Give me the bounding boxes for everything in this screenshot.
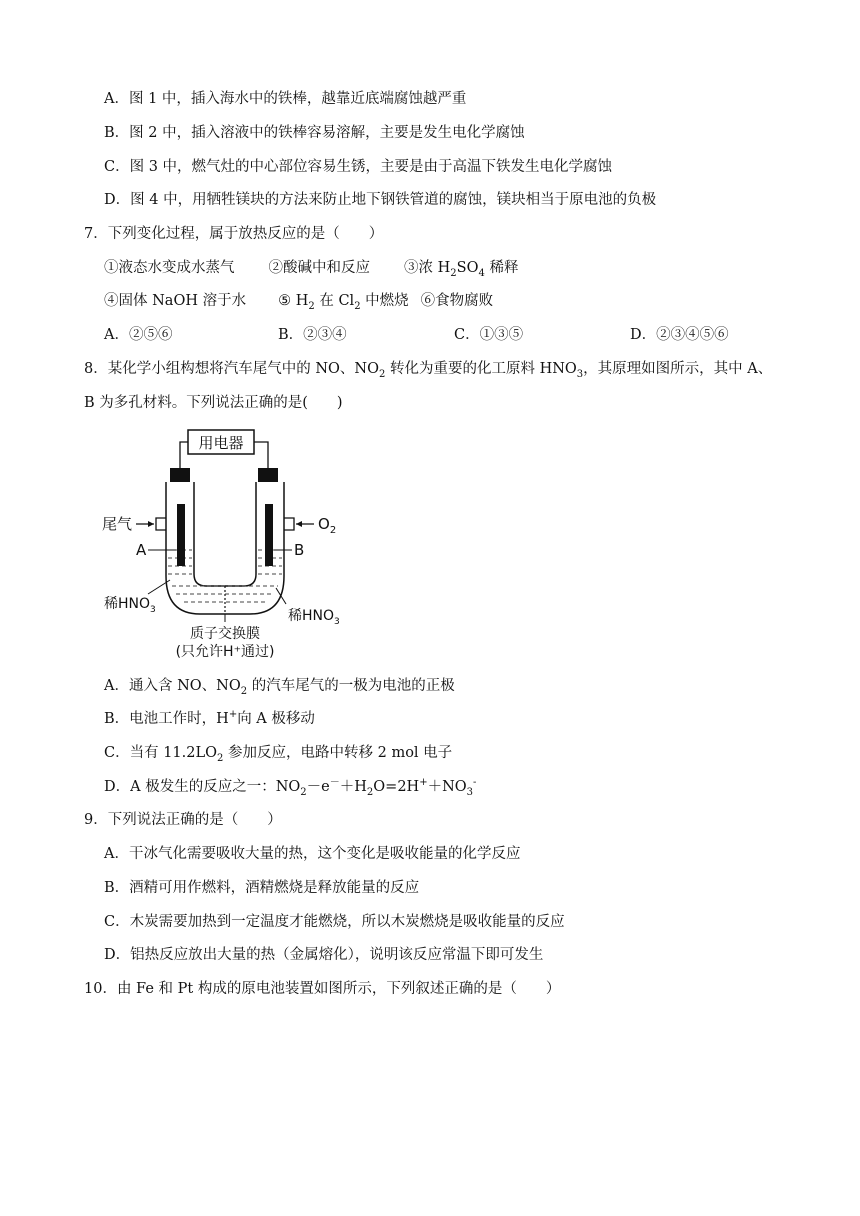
electrode-b-rod [265, 504, 273, 566]
q8-option-a: A．通入含 NO、$NO_2$ 的汽车尾气的一极为电池的正极 [104, 678, 455, 697]
inlet-right [284, 518, 294, 530]
q7-choice-a: A．②⑤⑥ [104, 327, 173, 343]
q7-choice-d: D．②③④⑤⑥ [630, 327, 729, 343]
q9-option-d: D．铝热反应放出大量的热（金属熔化），说明该反应常温下即可发生 [104, 947, 544, 963]
o2-label: $O_2$ [318, 515, 337, 536]
stopper-left [170, 468, 190, 482]
u-tube-inner [194, 482, 256, 586]
acid-left-label: 稀$HNO_3$ [104, 596, 156, 615]
q9-option-a: A．干冰气化需要吸收大量的热，这个变化是吸收能量的化学反应 [104, 846, 521, 862]
wire-right [254, 442, 268, 468]
q7-item-5: ⑤ $H_2$ 在 $Cl_2$ 中燃烧 [278, 293, 409, 312]
q7-choice-b: B．②③④ [278, 327, 347, 343]
q9-option-c: C．木炭需要加热到一定温度才能燃烧，所以木炭燃烧是吸收能量的反应 [104, 914, 565, 930]
exhaust-label: 尾气 [102, 515, 133, 533]
q8-option-b: B．电池工作时，H+向 A 极移动 [104, 709, 315, 727]
q7-stem: 7．下列变化过程，属于放热反应的是（ ） [84, 226, 384, 242]
acid-right-label: 稀$HNO_3$ [288, 608, 340, 627]
q8-option-c: C．当有 $11.2LO_2$ 参加反应，电路中转移 2 mol 电子 [104, 745, 453, 764]
fuel-cell-apparatus-figure [100, 426, 360, 662]
q8-stem-line-2: B 为多孔材料。下列说法正确的是( ) [84, 395, 343, 411]
q7-item-6: ⑥食物腐败 [420, 293, 494, 309]
q7-choice-c: C．①③⑤ [454, 327, 524, 343]
q10-stem: 10．由 Fe 和 Pt 构成的原电池装置如图所示，下列叙述正确的是（ ） [84, 981, 561, 997]
inlet-left [156, 518, 166, 530]
q9-stem: 9．下列说法正确的是（ ） [84, 812, 282, 828]
q7-items-row-1 [104, 258, 518, 278]
q6-option-b: B．图 2 中，插入溶液中的铁棒容易溶解，主要是发生电化学腐蚀 [104, 125, 525, 141]
q6-option-a: A．图 1 中，插入海水中的铁棒，越靠近底端腐蚀越严重 [104, 91, 467, 107]
q6-option-d: D．图 4 中，用牺牲镁块的方法来防止地下钢铁管道的腐蚀，镁块相当于原电池的负极 [104, 192, 657, 208]
q9-option-b: B．酒精可用作燃料，酒精燃烧是释放能量的反应 [104, 880, 420, 896]
q6-option-c: C．图 3 中，燃气灶的中心部位容易生锈，主要是由于高温下铁发生电化学腐蚀 [104, 159, 613, 175]
electrode-b-label: B [294, 541, 305, 559]
q7-item-2: ②酸碱中和反应 [268, 260, 370, 276]
membrane-label: 质子交换膜 [190, 626, 260, 642]
q7-item-3: ③浓 $H_2SO_4$ 稀释 [404, 260, 519, 279]
membrane-note: (只允许H⁺通过) [175, 644, 275, 660]
wire-left [180, 442, 188, 468]
q7-items-row-2 [104, 291, 493, 311]
electrode-a-label: A [136, 541, 147, 559]
q7-item-4: ④固体 NaOH 溶于水 [104, 293, 247, 309]
device-label: 用电器 [198, 434, 244, 452]
electrode-a-rod [177, 504, 185, 566]
q7-item-1: ①液态水变成水蒸气 [104, 260, 235, 276]
q8-stem-line-1: 8．某化学小组构想将汽车尾气中的 NO、$NO_2$ 转化为重要的化工原料 $HNO_3$，其原理如图所示，其中 A、 [84, 361, 773, 380]
stopper-right [258, 468, 278, 482]
q8-option-d: D．A 极发生的反应之一：$NO_2-e^-+H_2O=2H^++NO_3^-$ [104, 777, 477, 798]
